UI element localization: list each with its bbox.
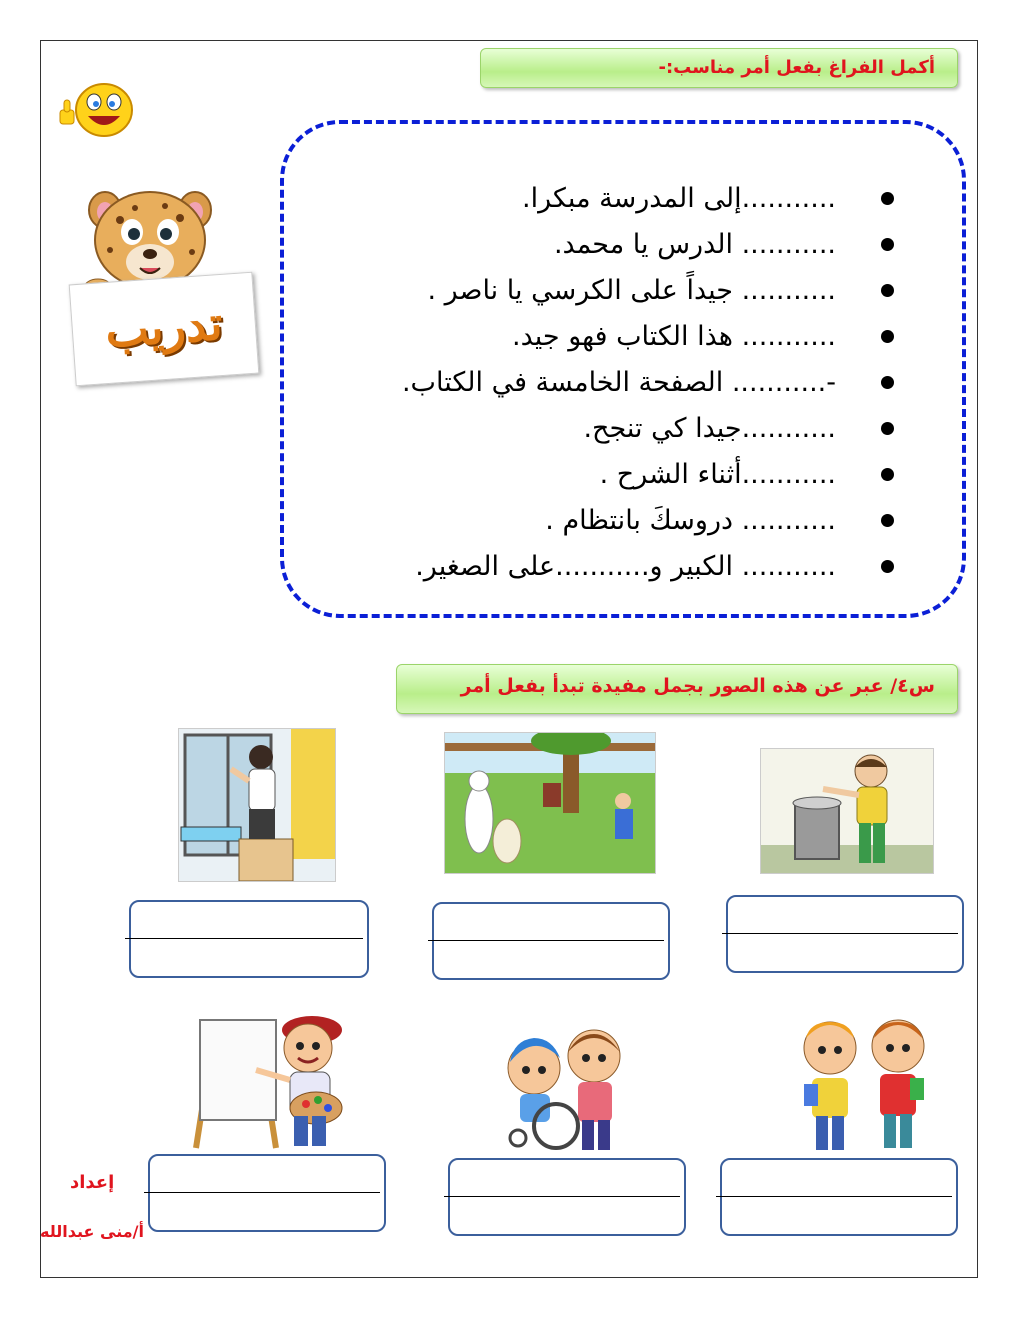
bullet-icon — [881, 192, 894, 205]
bullet-icon — [881, 330, 894, 343]
answer-box[interactable] — [448, 1158, 686, 1236]
answer-box[interactable] — [726, 895, 964, 973]
bullet-icon — [881, 422, 894, 435]
answer-line — [125, 938, 363, 940]
answer-line — [428, 940, 664, 942]
section1-heading-banner — [480, 48, 958, 88]
answer-box[interactable] — [432, 902, 670, 980]
sentence-item — [340, 222, 900, 268]
section1-heading: أكمل الفراغ بفعل أمر مناسب:- — [658, 57, 935, 78]
section2-heading: س٤/ عبر عن هذه الصور بجمل مفيدة تبدأ بفعل أمر — [460, 675, 935, 697]
answer-box[interactable] — [129, 900, 369, 978]
sentence-item — [340, 498, 900, 544]
training-badge — [60, 170, 260, 390]
author-name: أ/منى عبدالله — [40, 1222, 144, 1241]
answer-line — [722, 933, 958, 935]
bullet-icon — [881, 238, 894, 251]
sentence-item — [340, 314, 900, 360]
sentence-item — [340, 360, 900, 406]
sentence-text: ........... هذا الكتاب فهو جيد. — [512, 321, 836, 352]
sentence-text: ........... الدرس يا محمد. — [553, 229, 836, 260]
answer-box[interactable] — [148, 1154, 386, 1232]
bullet-icon — [881, 284, 894, 297]
training-label: تدريب — [103, 295, 225, 359]
sentence-text: ...........جيدا كي تنجح. — [583, 413, 836, 444]
boy-cleaning-window-icon — [178, 728, 336, 882]
answer-line — [144, 1192, 380, 1194]
training-card — [69, 272, 260, 387]
boy-throwing-trash-icon — [760, 748, 934, 874]
smiley-thumbs-up-icon — [56, 80, 136, 140]
boy-pushing-wheelchair-icon — [498, 1012, 640, 1152]
answer-line — [444, 1196, 680, 1198]
sentence-item — [340, 544, 900, 590]
sentence-item — [340, 406, 900, 452]
bullet-icon — [881, 468, 894, 481]
answer-line — [716, 1196, 952, 1198]
sentence-text: ...........إلى المدرسة مبكرا. — [522, 183, 836, 214]
sentence-text: -........... الصفحة الخامسة في الكتاب. — [401, 367, 836, 398]
bullet-icon — [881, 376, 894, 389]
sentence-text: ........... جيداً على الكرسي يا ناصر . — [427, 275, 836, 306]
people-cleaning-park-icon — [444, 732, 656, 874]
section2-heading-banner — [396, 664, 958, 714]
sentence-text: ........... الكبير و...........على الصغير. — [415, 551, 836, 582]
sentence-item — [340, 176, 900, 222]
sentence-list — [340, 176, 900, 590]
bullet-icon — [881, 560, 894, 573]
boys-drinking-juice-icon — [790, 1008, 940, 1154]
sentence-text: ...........أثناء الشرح . — [599, 459, 836, 490]
sentence-item — [340, 452, 900, 498]
answer-box[interactable] — [720, 1158, 958, 1236]
prepared-by-label: إعداد — [70, 1172, 115, 1193]
sentence-text: ........... دروسكَ بانتظام . — [545, 505, 836, 536]
bullet-icon — [881, 514, 894, 527]
sentence-item — [340, 268, 900, 314]
boy-painting-icon — [186, 1000, 352, 1150]
